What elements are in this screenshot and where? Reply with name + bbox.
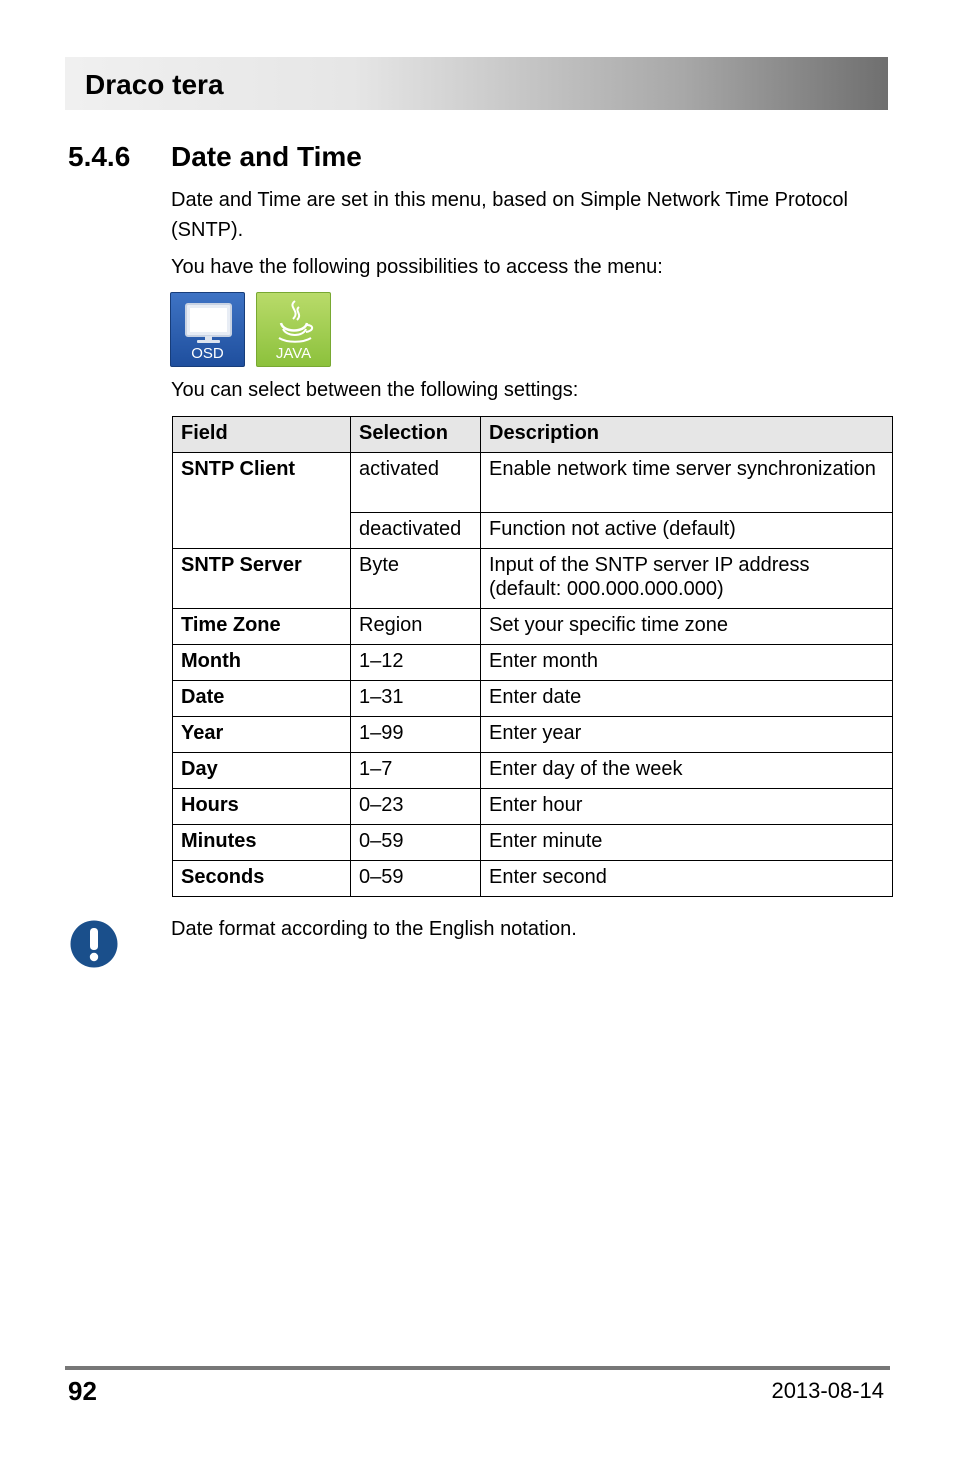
selection-cell: 0–59 (351, 861, 481, 897)
field-cell: Year (173, 717, 351, 753)
description-cell: Enter second (481, 861, 893, 897)
table-row (173, 681, 893, 717)
selection-cell: deactivated (351, 513, 481, 549)
java-access-icon (256, 292, 331, 367)
section-title: Date and Time (171, 141, 362, 172)
intro-paragraph: Date and Time are set in this menu, based on Simple Network Time Protocol (SNTP). (171, 189, 848, 241)
footer-divider (65, 1366, 890, 1370)
table-row (173, 453, 893, 513)
table-row (173, 609, 893, 645)
table-row (173, 549, 893, 609)
column-header-field: Field (173, 417, 351, 453)
table-row (173, 789, 893, 825)
field-cell: Seconds (173, 861, 351, 897)
table-row (173, 861, 893, 897)
field-cell: Day (173, 753, 351, 789)
selection-cell: 1–31 (351, 681, 481, 717)
table-header-row (173, 417, 893, 453)
table-row (173, 753, 893, 789)
field-cell: SNTP Server (173, 549, 351, 609)
field-cell: Minutes (173, 825, 351, 861)
note-text: Date format according to the English notation. (171, 918, 577, 940)
description-cell: Enter date (481, 681, 893, 717)
description-cell: Enter hour (481, 789, 893, 825)
settings-table (172, 416, 893, 897)
description-cell: Input of the SNTP server IP address (default: 000.000.000.000) (481, 549, 893, 609)
access-paragraph: You have the following possibilities to access the menu: (171, 256, 663, 278)
field-cell: Month (173, 645, 351, 681)
section-number: 5.4.6 (68, 141, 131, 172)
field-cell: SNTP Client (173, 453, 351, 549)
field-cell: Date (173, 681, 351, 717)
selection-cell: Byte (351, 549, 481, 609)
table-row (173, 825, 893, 861)
field-cell: Hours (173, 789, 351, 825)
exclamation-icon (69, 919, 119, 969)
description-cell: Enable network time server synchronization (481, 453, 893, 513)
osd-access-icon (170, 292, 245, 367)
table-row (173, 717, 893, 753)
settings-paragraph: You can select between the following settings: (171, 379, 579, 401)
description-cell: Enter minute (481, 825, 893, 861)
footer-date: 2013-08-14 (771, 1378, 884, 1403)
description-cell: Function not active (default) (481, 513, 893, 549)
column-header-selection: Selection (351, 417, 481, 453)
selection-cell: activated (351, 453, 481, 513)
field-cell: Time Zone (173, 609, 351, 645)
column-header-description: Description (481, 417, 893, 453)
header-title: Draco tera (85, 69, 224, 100)
description-cell: Enter day of the week (481, 753, 893, 789)
description-cell: Enter year (481, 717, 893, 753)
description-cell: Set your specific time zone (481, 609, 893, 645)
osd-label: OSD (191, 345, 224, 362)
selection-cell: 1–99 (351, 717, 481, 753)
selection-cell: Region (351, 609, 481, 645)
selection-cell: 1–12 (351, 645, 481, 681)
java-label: JAVA (275, 345, 312, 362)
description-cell: Enter month (481, 645, 893, 681)
table-row (173, 645, 893, 681)
selection-cell: 1–7 (351, 753, 481, 789)
header-bar (65, 57, 888, 110)
page-number: 92 (68, 1376, 97, 1406)
selection-cell: 0–59 (351, 825, 481, 861)
selection-cell: 0–23 (351, 789, 481, 825)
